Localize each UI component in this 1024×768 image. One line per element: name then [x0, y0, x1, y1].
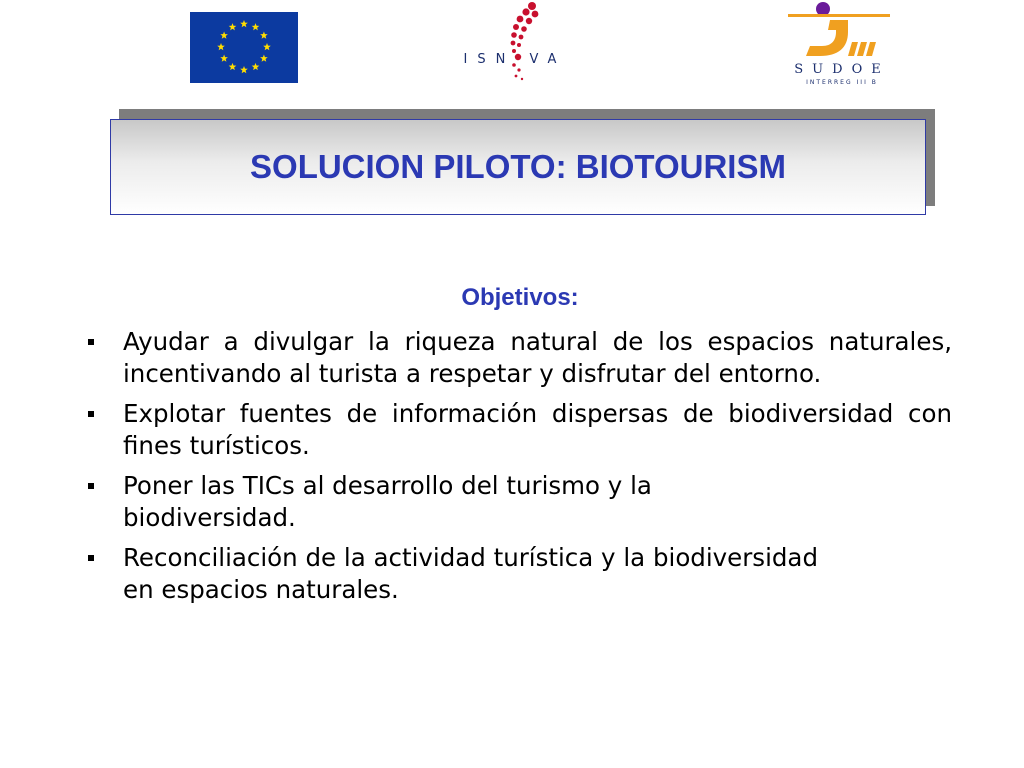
eu-star-icon	[217, 43, 225, 50]
sudoe-emblem-icon	[782, 0, 902, 62]
slide-title: SOLUCION PILOTO: BIOTOURISM	[250, 148, 786, 185]
title-box	[110, 119, 926, 215]
list-item-text: Ayudar a divulgar la riqueza natural de los espacios naturales, incentivando al turista a respetar y disfrutar del entorno.	[123, 327, 952, 388]
eu-star-icon	[240, 66, 248, 73]
eu-star-icon	[252, 63, 260, 70]
bullet-icon	[88, 411, 94, 417]
isnova-logo	[440, 0, 590, 82]
list-item-text: Explotar fuentes de información dispersas de biodiversidad con fines turísticos.	[123, 399, 952, 460]
bullet-icon	[88, 483, 94, 489]
objectives-list	[82, 326, 952, 614]
bullet-icon	[88, 339, 94, 345]
eu-stars-icon	[190, 12, 298, 83]
sudoe-subtext: INTERREG III B	[806, 79, 878, 86]
list-item-text: Reconciliación de la actividad turística y la biodiversidad en espacios naturales.	[123, 543, 818, 604]
eu-star-icon	[229, 23, 237, 30]
objectives-heading: Objetivos:	[461, 284, 579, 311]
list-item	[82, 398, 952, 462]
sudoe-wordmark: SUDOE	[794, 62, 890, 77]
eu-star-icon	[220, 55, 228, 62]
list-item-text: Poner las TICs al desarrollo del turismo y la biodiversidad.	[123, 471, 652, 532]
list-item	[82, 542, 823, 606]
bullet-icon	[88, 555, 94, 561]
sudoe-logo	[782, 0, 902, 90]
eu-star-icon	[260, 32, 268, 39]
list-item	[82, 470, 823, 534]
list-item	[82, 326, 952, 390]
isnova-wordmark: ISN VA	[463, 52, 567, 67]
eu-star-icon	[260, 55, 268, 62]
eu-star-icon	[229, 63, 237, 70]
isnova-swirl-icon	[440, 0, 590, 82]
eu-flag-logo	[190, 12, 298, 83]
eu-star-icon	[240, 20, 248, 27]
eu-star-icon	[220, 32, 228, 39]
eu-star-icon	[263, 43, 271, 50]
eu-star-icon	[252, 23, 260, 30]
